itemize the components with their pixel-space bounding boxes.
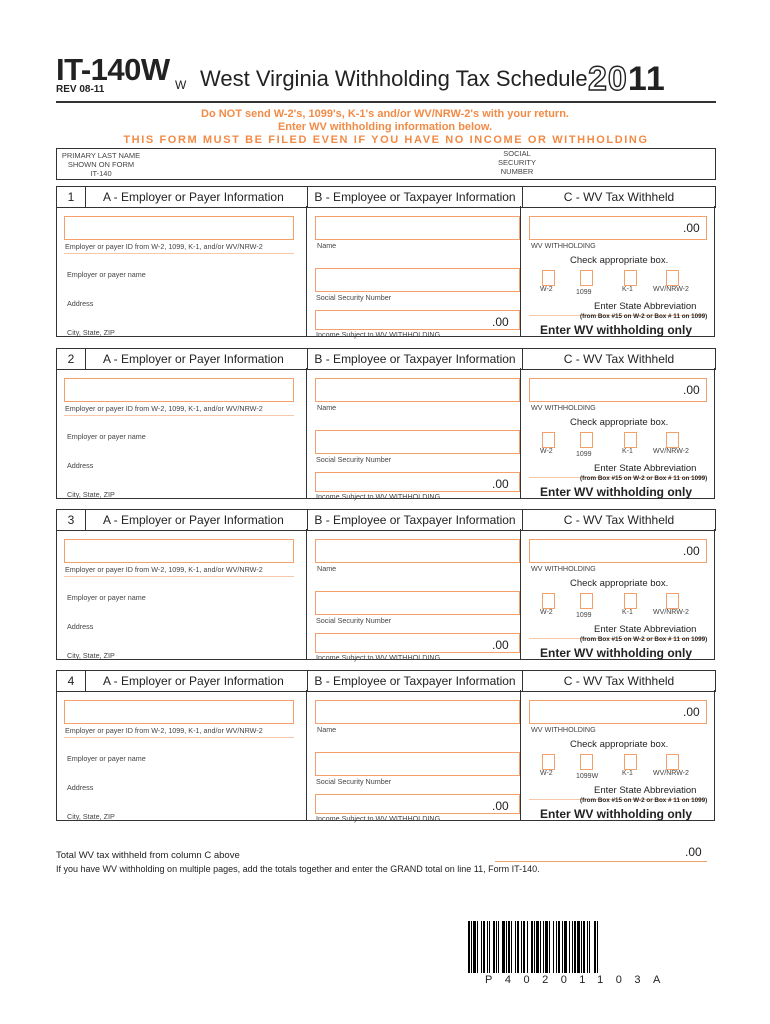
column-b: [306, 690, 521, 821]
column-a-header: A - Employer or Payer Information: [103, 190, 284, 204]
address-input[interactable]: [64, 790, 294, 806]
withholding-entry-3: [56, 509, 716, 661]
enter-wv-only-label: Enter WV withholding only: [540, 485, 692, 499]
name-label: Name: [317, 403, 337, 412]
employer-id-input[interactable]: [64, 539, 294, 563]
ssn-label: [487, 149, 547, 176]
w2-label: W-2: [540, 448, 553, 455]
column-b-header: B - Employee or Taxpayer Information: [307, 349, 523, 369]
revision-label: REV 08-11: [56, 84, 105, 95]
income-subject-label: Income Subject to WV WITHHOLDING: [316, 330, 441, 339]
column-a: [56, 690, 307, 821]
form-1099-label: 1099: [576, 612, 592, 619]
state-abbrev-label: Enter State Abbreviation: [594, 624, 697, 635]
employer-id-input[interactable]: [64, 216, 294, 240]
column-c-header: C - WV Tax Withheld: [563, 352, 675, 366]
column-a: [56, 206, 307, 337]
wv-withholding-input[interactable]: [529, 378, 707, 402]
column-a-header: A - Employer or Payer Information: [103, 674, 284, 688]
ssn-input[interactable]: [315, 752, 520, 776]
total-label: Total WV tax withheld from column C above: [56, 850, 240, 861]
ssn-field-label: Social Security Number: [316, 777, 392, 786]
employer-id-label: Employer or payer ID from W-2, 1099, K-1, and/or WV/NRW-2: [65, 404, 263, 413]
taxpayer-row: [56, 148, 716, 180]
employer-name-input[interactable]: [64, 764, 294, 784]
state-abbrev-label: Enter State Abbreviation: [594, 463, 697, 474]
check-box-instruction: Check appropriate box.: [570, 578, 669, 589]
form-1099-label: 1099: [576, 451, 592, 458]
employer-id-input[interactable]: [64, 700, 294, 724]
income-subject-label: Income Subject to WV WITHHOLDING: [316, 653, 441, 662]
employer-name-label: Employer or payer name: [67, 593, 146, 602]
employer-name-input[interactable]: [64, 280, 294, 300]
withholding-entry-2: [56, 348, 716, 500]
grand-total-instruction: If you have WV withholding on multiple pages, add the totals together and enter the GRAND total on line 11, Form IT-140.: [56, 864, 540, 874]
wv-withholding-input[interactable]: [529, 539, 707, 563]
w2-label: W-2: [540, 609, 553, 616]
income-subject-label: Income Subject to WV WITHHOLDING: [316, 814, 441, 823]
column-c-header: C - WV Tax Withheld: [563, 674, 675, 688]
employer-name-input[interactable]: [64, 442, 294, 462]
w2-label: W-2: [540, 770, 553, 777]
primary-name-label: [59, 151, 143, 178]
entry-header-row: [56, 670, 716, 692]
form-letter: W: [175, 78, 187, 92]
wvnrw2-label: WV/NRW-2: [653, 609, 689, 616]
column-a: [56, 529, 307, 660]
income-cents: .00: [492, 477, 509, 491]
wv-withholding-label: WV WITHHOLDING: [531, 725, 596, 734]
primary-last-name-field[interactable]: [145, 151, 431, 175]
employer-name-label: Employer or payer name: [67, 432, 146, 441]
employer-id-label: Employer or payer ID from W-2, 1099, K-1, and/or WV/NRW-2: [65, 565, 263, 574]
entry-header-row: [56, 348, 716, 370]
address-input[interactable]: [64, 468, 294, 484]
form-1099-label: 1099W: [576, 773, 599, 780]
enter-wv-only-label: Enter WV withholding only: [540, 646, 692, 660]
employer-id-label: Employer or payer ID from W-2, 1099, K-1, and/or WV/NRW-2: [65, 242, 263, 251]
income-subject-label: Income Subject to WV WITHHOLDING: [316, 492, 441, 501]
column-a-header: A - Employer or Payer Information: [103, 352, 284, 366]
employer-id-rule: [64, 253, 294, 254]
tax-year: [588, 60, 666, 99]
city-state-zip-label: City, State, ZIP: [67, 490, 115, 499]
employee-name-input[interactable]: [315, 378, 520, 402]
ssn-input[interactable]: [315, 591, 520, 615]
withholding-entry-1: [56, 186, 716, 338]
income-subject-input[interactable]: [315, 794, 520, 814]
wv-withholding-input[interactable]: [529, 700, 707, 724]
primary-name-label-3: IT-140: [90, 169, 112, 178]
address-input[interactable]: [64, 629, 294, 645]
employer-name-label: Employer or payer name: [67, 270, 146, 279]
notice-line-3: THIS FORM MUST BE FILED EVEN IF YOU HAVE NO INCOME OR WITHHOLDING: [123, 134, 649, 146]
enter-wv-only-label: Enter WV withholding only: [540, 323, 692, 337]
income-subject-input[interactable]: [315, 310, 520, 330]
income-cents: .00: [492, 315, 509, 329]
entry-header-row: [56, 509, 716, 531]
column-b: [306, 206, 521, 337]
form-title: West Virginia Withholding Tax Schedule: [200, 66, 588, 91]
column-c: [520, 368, 715, 499]
ssn-input[interactable]: [315, 268, 520, 292]
w2-label: W-2: [540, 286, 553, 293]
entry-header-row: [56, 186, 716, 208]
name-label: Name: [317, 564, 337, 573]
column-b-header: B - Employee or Taxpayer Information: [307, 187, 523, 207]
column-b-header: B - Employee or Taxpayer Information: [307, 671, 523, 691]
column-b-header: B - Employee or Taxpayer Information: [307, 510, 523, 530]
column-c-header: C - WV Tax Withheld: [563, 513, 675, 527]
withholding-cents: .00: [683, 221, 700, 235]
address-label: Address: [67, 783, 94, 792]
wvnrw2-label: WV/NRW-2: [653, 448, 689, 455]
state-abbrev-note: (from Box #15 on W-2 or Box # 11 on 1099): [580, 636, 708, 643]
wvnrw2-label: WV/NRW-2: [653, 286, 689, 293]
entry-number: 2: [57, 349, 86, 369]
check-box-instruction: Check appropriate box.: [570, 417, 669, 428]
ssn-input[interactable]: [315, 430, 520, 454]
ssn-field-label: Social Security Number: [316, 455, 392, 464]
tax-year-outline: 20: [588, 60, 628, 98]
state-abbrev-note: (from Box #15 on W-2 or Box # 11 on 1099): [580, 475, 708, 482]
column-c-header: C - WV Tax Withheld: [563, 190, 675, 204]
employer-id-rule: [64, 576, 294, 577]
barcode-text: P40201103A: [485, 974, 673, 986]
employer-id-rule: [64, 737, 294, 738]
entry-number: 1: [57, 187, 86, 207]
state-abbrev-note: (from Box #15 on W-2 or Box # 11 on 1099): [580, 313, 708, 320]
check-box-instruction: Check appropriate box.: [570, 739, 669, 750]
ssn-label-3: NUMBER: [500, 167, 534, 176]
employer-id-label: Employer or payer ID from W-2, 1099, K-1, and/or WV/NRW-2: [65, 726, 263, 735]
column-c: [520, 690, 715, 821]
address-input[interactable]: [64, 306, 294, 322]
column-a: [56, 368, 307, 499]
k1-label: K-1: [622, 770, 633, 777]
entry-number: 3: [57, 510, 86, 530]
check-box-instruction: Check appropriate box.: [570, 255, 669, 266]
wv-withholding-label: WV WITHHOLDING: [531, 241, 596, 250]
column-c: [520, 206, 715, 337]
column-b: [306, 368, 521, 499]
ssn-label-2: SECURITY: [498, 158, 536, 167]
primary-ssn-field[interactable]: [549, 151, 711, 175]
k1-label: K-1: [622, 448, 633, 455]
employer-name-input[interactable]: [64, 603, 294, 623]
wv-withholding-label: WV WITHHOLDING: [531, 403, 596, 412]
city-state-zip-label: City, State, ZIP: [67, 651, 115, 660]
income-cents: .00: [492, 799, 509, 813]
form-barcode: [468, 921, 676, 973]
column-b: [306, 529, 521, 660]
state-abbrev-note: (from Box #15 on W-2 or Box # 11 on 1099): [580, 797, 708, 804]
employer-id-rule: [64, 415, 294, 416]
withholding-entry-4: [56, 670, 716, 822]
employee-name-input[interactable]: [315, 700, 520, 724]
ssn-field-label: Social Security Number: [316, 616, 392, 625]
employer-id-input[interactable]: [64, 378, 294, 402]
income-cents: .00: [492, 638, 509, 652]
column-c: [520, 529, 715, 660]
notice-line-1: Do NOT send W-2's, 1099's, K-1's and/or WV/NRW-2's with your return.: [201, 108, 569, 120]
total-cents: .00: [685, 845, 702, 859]
income-subject-input[interactable]: [315, 633, 520, 653]
k1-label: K-1: [622, 286, 633, 293]
ssn-field-label: Social Security Number: [316, 293, 392, 302]
form-1099-label: 1099: [576, 289, 592, 296]
state-abbrev-label: Enter State Abbreviation: [594, 785, 697, 796]
name-label: Name: [317, 241, 337, 250]
withholding-cents: .00: [683, 544, 700, 558]
employer-name-label: Employer or payer name: [67, 754, 146, 763]
city-state-zip-label: City, State, ZIP: [67, 812, 115, 821]
address-label: Address: [67, 299, 94, 308]
withholding-cents: .00: [683, 383, 700, 397]
enter-wv-only-label: Enter WV withholding only: [540, 807, 692, 821]
employee-name-input[interactable]: [315, 539, 520, 563]
city-state-zip-label: City, State, ZIP: [67, 328, 115, 337]
primary-name-label-2: SHOWN ON FORM: [67, 160, 135, 169]
wv-withholding-input[interactable]: [529, 216, 707, 240]
notice-line-2: Enter WV withholding information below.: [277, 121, 493, 133]
state-abbrev-label: Enter State Abbreviation: [594, 301, 697, 312]
address-label: Address: [67, 461, 94, 470]
primary-name-label-1: PRIMARY LAST NAME: [61, 151, 141, 160]
address-label: Address: [67, 622, 94, 631]
employee-name-input[interactable]: [315, 216, 520, 240]
wvnrw2-label: WV/NRW-2: [653, 770, 689, 777]
barcode-gap: [598, 921, 600, 973]
form-number: IT-140W: [56, 52, 170, 87]
entry-number: 4: [57, 671, 86, 691]
name-label: Name: [317, 725, 337, 734]
tax-year-solid: 11: [627, 60, 666, 98]
ssn-label-1: SOCIAL: [503, 149, 531, 158]
wv-withholding-label: WV WITHHOLDING: [531, 564, 596, 573]
header-rule: [56, 101, 716, 103]
income-subject-input[interactable]: [315, 472, 520, 492]
k1-label: K-1: [622, 609, 633, 616]
total-withheld-input[interactable]: [495, 843, 707, 862]
column-a-header: A - Employer or Payer Information: [103, 513, 284, 527]
withholding-cents: .00: [683, 705, 700, 719]
